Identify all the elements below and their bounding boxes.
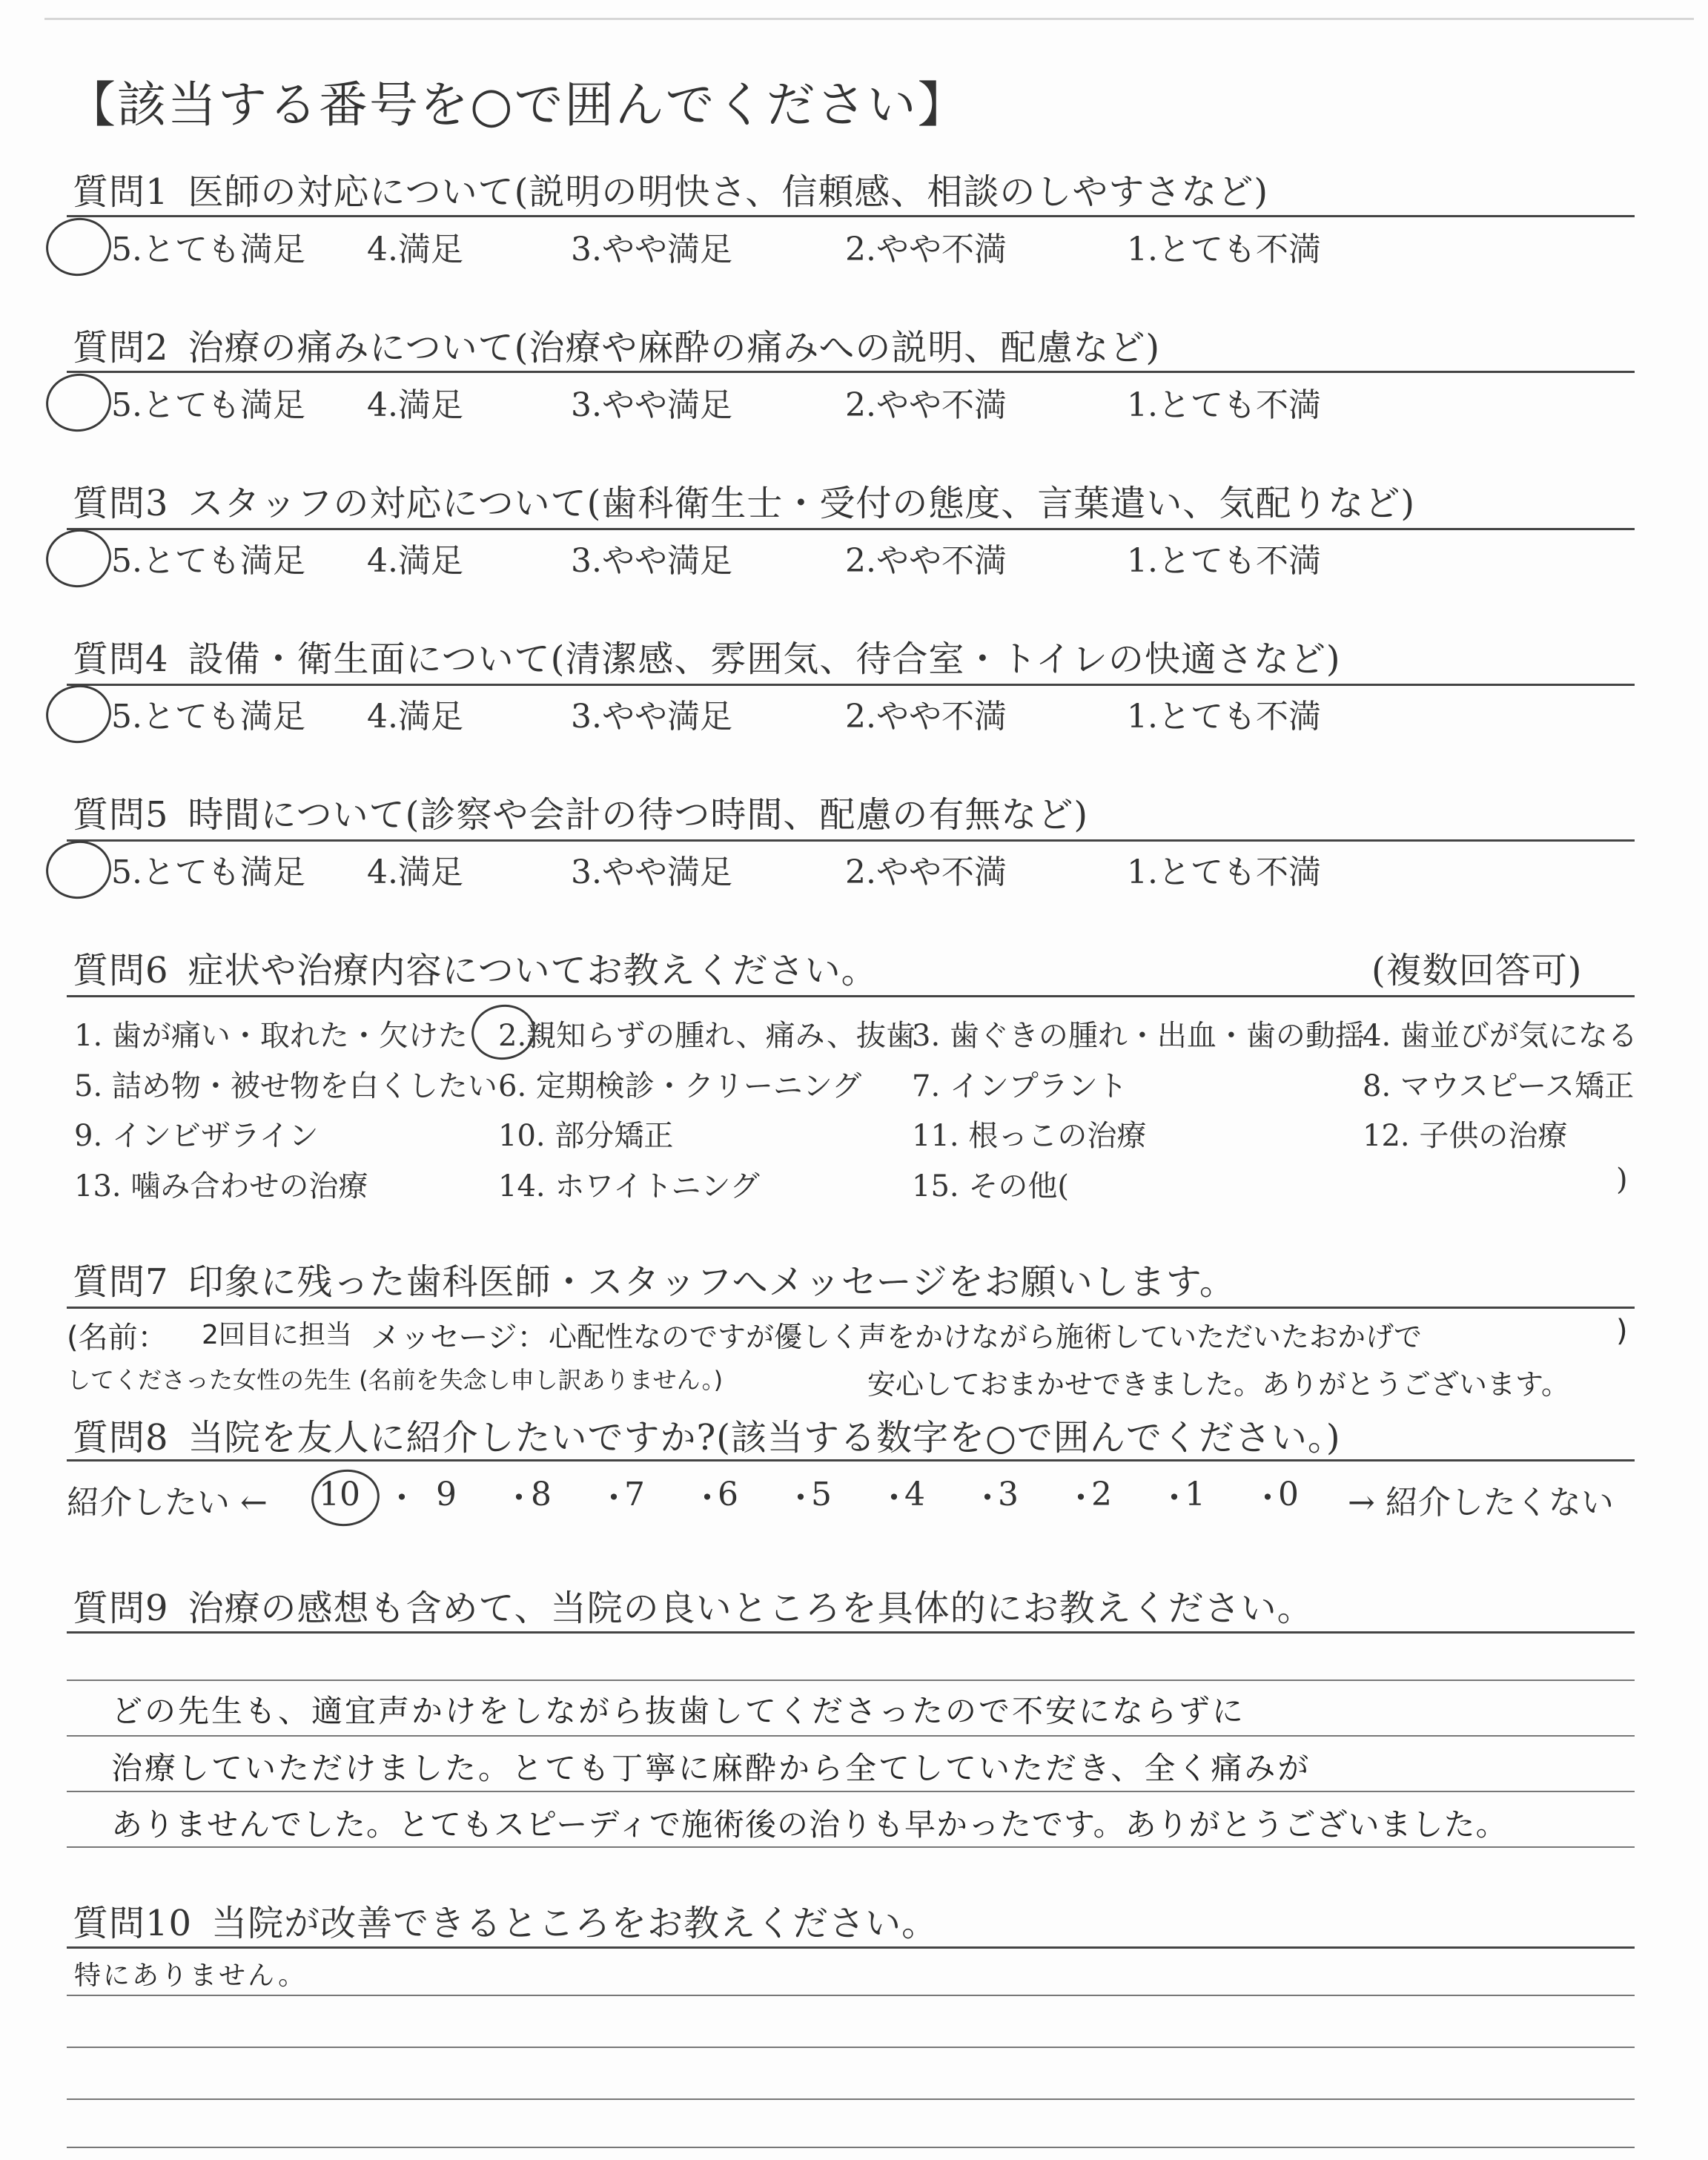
- q8-scale-separator: ・: [1158, 1479, 1191, 1517]
- q5-option-2[interactable]: 2.やや不満: [845, 853, 1007, 891]
- q2-option-4[interactable]: 4.満足: [367, 386, 463, 424]
- question-9: 質問9 治療の感想も含めて、当院の良いところを具体的にお教えください。: [73, 1588, 1314, 1629]
- question-1: 質問1 医師の対応について(説明の明快さ、信頼感、相談のしやすさなど): [73, 171, 1269, 213]
- multiple-answers-note: (複数回答可): [1371, 950, 1583, 991]
- q6-item-11[interactable]: 11. 根っこの治療: [912, 1119, 1147, 1153]
- q2-option-2[interactable]: 2.やや不満: [845, 386, 1007, 424]
- q10-line-1: [67, 1995, 1635, 1996]
- q6-item-13[interactable]: 13. 噛み合わせの治療: [74, 1169, 368, 1203]
- q10-line-4: [67, 2147, 1635, 2148]
- question-2: 質問2 治療の痛みについて(治療や麻酔の痛みへの説明、配慮など): [73, 327, 1161, 369]
- question-5: 質問5 時間について(診察や会計の待つ時間、配慮の有無など): [73, 794, 1089, 836]
- question-6: 質問6 症状や治療内容についてお教えください。: [73, 950, 878, 991]
- question-4: 質問4 設備・衛生面について(清潔感、雰囲気、待合室・トイレの快適さなど): [73, 638, 1341, 680]
- q8-scale-4[interactable]: 4: [904, 1476, 925, 1513]
- q8-right-label: → 紹介したくない: [1348, 1484, 1614, 1522]
- question-6-rule: [67, 995, 1635, 997]
- q8-scale-9[interactable]: 9: [436, 1476, 457, 1513]
- question-4-rule: [67, 684, 1635, 686]
- q6-item-14[interactable]: 14. ホワイトニング: [498, 1169, 760, 1203]
- q5-option-5[interactable]: 5.とても満足: [111, 853, 305, 891]
- q3-option-2[interactable]: 2.やや不満: [845, 542, 1007, 580]
- q6-item-2[interactable]: 2.親知らずの腫れ、痛み、抜歯: [498, 1019, 916, 1053]
- q5-selection-circle: [42, 836, 115, 902]
- q8-scale-8[interactable]: 8: [531, 1476, 552, 1513]
- q6-item-8[interactable]: 8. マウスピース矯正: [1363, 1069, 1635, 1103]
- q8-scale-separator: ・: [1251, 1479, 1284, 1517]
- q4-option-3[interactable]: 3.やや満足: [571, 698, 732, 736]
- question-8-rule: [67, 1459, 1635, 1462]
- q3-option-4[interactable]: 4.満足: [367, 542, 463, 580]
- q6-item-1[interactable]: 1. 歯が痛い・取れた・欠けた: [74, 1019, 468, 1053]
- question-2-rule: [67, 371, 1635, 373]
- q3-option-5[interactable]: 5.とても満足: [111, 542, 305, 580]
- question-7: 質問7 印象に残った歯科医師・スタッフへメッセージをお願いします。: [73, 1261, 1236, 1303]
- question-3: 質問3 スタッフの対応について(歯科衛生士・受付の態度、言葉遣い、気配りなど): [73, 483, 1416, 524]
- question-9-rule: [67, 1631, 1635, 1634]
- question-7-rule: [67, 1307, 1635, 1309]
- q8-scale-separator: ・: [598, 1479, 630, 1517]
- q8-scale-separator: ・: [691, 1479, 724, 1517]
- q2-selection-circle: [42, 369, 115, 435]
- q10-answer: 特にありません。: [74, 1961, 308, 1991]
- q8-scale-10[interactable]: 10: [319, 1476, 360, 1513]
- q8-scale-3[interactable]: 3: [998, 1476, 1019, 1513]
- q6-item-7[interactable]: 7. インプラント: [912, 1069, 1128, 1103]
- q7-name-label: (名前：: [67, 1321, 168, 1355]
- q7-name-line-1: 2回目に担当: [202, 1320, 352, 1350]
- question-3-rule: [67, 528, 1635, 530]
- q8-scale-separator: ・: [878, 1479, 910, 1517]
- q1-option-1[interactable]: 1.とても不満: [1127, 231, 1321, 268]
- q2-option-3[interactable]: 3.やや満足: [571, 386, 732, 424]
- q4-option-5[interactable]: 5.とても満足: [111, 698, 305, 736]
- q7-close-paren: ): [1616, 1314, 1628, 1348]
- q8-scale-2[interactable]: 2: [1091, 1476, 1112, 1513]
- q9-line-2: [67, 1735, 1635, 1737]
- q7-message-label: メッセージ：: [371, 1321, 547, 1355]
- q9-answer-line-1: どの先生も、適宜声かけをしながら抜歯してくださったので不安にならずに: [111, 1693, 1246, 1729]
- q2-option-5[interactable]: 5.とても満足: [111, 386, 305, 424]
- q9-line-1: [67, 1680, 1635, 1681]
- q5-option-4[interactable]: 4.満足: [367, 853, 463, 891]
- q4-option-2[interactable]: 2.やや不満: [845, 698, 1007, 736]
- question-10-rule: [67, 1946, 1635, 1949]
- q9-answer-line-2: 治療していただけました。とても丁寧に麻酔から全てしていただき、全く痛みが: [111, 1750, 1311, 1786]
- q9-line-3: [67, 1791, 1635, 1792]
- question-10: 質問10 当院が改善できるところをお教えください。: [73, 1903, 939, 1944]
- q10-line-3: [67, 2098, 1635, 2100]
- q5-option-1[interactable]: 1.とても不満: [1127, 853, 1321, 891]
- q3-option-1[interactable]: 1.とても不満: [1127, 542, 1321, 580]
- q9-line-4: [67, 1846, 1635, 1848]
- q6-item-5[interactable]: 5. 詰め物・被せ物を白くしたい: [74, 1069, 497, 1103]
- q10-line-2: [67, 2047, 1635, 2048]
- q4-selection-circle: [42, 681, 115, 747]
- q6-item-10[interactable]: 10. 部分矯正: [498, 1119, 674, 1153]
- q7-message-line-1: 心配性なのですが優しく声をかけながら施術していただいたおかげで: [549, 1321, 1423, 1353]
- q8-scale-0[interactable]: 0: [1278, 1476, 1299, 1513]
- q8-scale-separator: ・: [385, 1479, 418, 1517]
- q1-option-2[interactable]: 2.やや不満: [845, 231, 1007, 268]
- q8-scale-separator: ・: [784, 1479, 817, 1517]
- q8-scale-separator: ・: [503, 1479, 535, 1517]
- question-8: 質問8 当院を友人に紹介したいですか?(該当する数字を○で囲んでください。): [73, 1417, 1341, 1459]
- q1-option-3[interactable]: 3.やや満足: [571, 231, 732, 268]
- q4-option-1[interactable]: 1.とても不満: [1127, 698, 1321, 736]
- q6-item-9[interactable]: 9. インビザライン: [74, 1119, 319, 1153]
- q8-scale-1[interactable]: 1: [1185, 1476, 1205, 1513]
- q7-name-line-2: してくださった女性の先生 (名前を失念し申し訳ありません。): [67, 1366, 724, 1394]
- q2-option-1[interactable]: 1.とても不満: [1127, 386, 1321, 424]
- q1-option-4[interactable]: 4.満足: [367, 231, 463, 268]
- question-1-rule: [67, 215, 1635, 217]
- q1-option-5[interactable]: 5.とても満足: [111, 231, 305, 268]
- q6-item-15[interactable]: 15. その他(: [912, 1169, 1069, 1203]
- q6-other-close-paren: ): [1616, 1163, 1628, 1197]
- q6-item-12[interactable]: 12. 子供の治療: [1363, 1119, 1568, 1153]
- q8-scale-7[interactable]: 7: [624, 1476, 645, 1513]
- q3-option-3[interactable]: 3.やや満足: [571, 542, 732, 580]
- q1-selection-circle: [42, 214, 115, 280]
- q9-answer-line-3: ありませんでした。とてもスピーディで施術後の治りも早かったです。ありがとうございました。: [111, 1806, 1508, 1843]
- q8-scale-separator: ・: [1065, 1479, 1097, 1517]
- q4-option-4[interactable]: 4.満足: [367, 698, 463, 736]
- q8-left-label: 紹介したい ←: [67, 1484, 268, 1522]
- q6-item-4[interactable]: 4. 歯並びが気になる: [1363, 1019, 1638, 1053]
- q3-selection-circle: [42, 525, 115, 591]
- q8-scale-separator: ・: [971, 1479, 1004, 1517]
- form-heading: 【該当する番号を○で囲んでください】: [67, 76, 968, 133]
- q6-item-3[interactable]: 3. 歯ぐきの腫れ・出血・歯の動揺: [912, 1019, 1365, 1053]
- q7-message-line-2: 安心しておまかせできました。ありがとうございます。: [867, 1368, 1569, 1401]
- question-5-rule: [67, 839, 1635, 842]
- q6-item-6[interactable]: 6. 定期検診・クリーニング: [498, 1069, 862, 1103]
- q8-scale-5[interactable]: 5: [811, 1476, 832, 1513]
- top-border: [44, 18, 1694, 20]
- q8-scale-6[interactable]: 6: [718, 1476, 738, 1513]
- q5-option-3[interactable]: 3.やや満足: [571, 853, 732, 891]
